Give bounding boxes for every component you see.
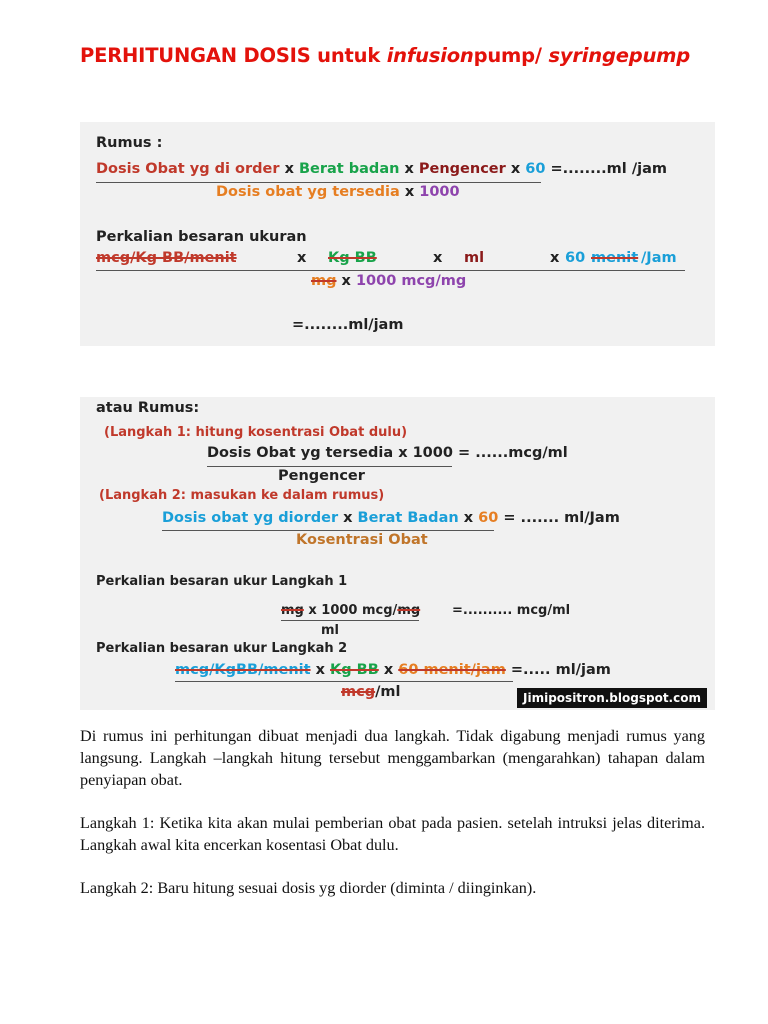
panel1-units-heading: Perkalian besaran ukuran — [96, 229, 307, 245]
paragraph-2: Langkah 1: Ketika kita akan mulai pemberian obat pada pasien. setelah intruksi jelas diterima. Langkah awal kita encerkan kosentasi Obat dulu. — [80, 814, 705, 854]
panel1-heading: Rumus : — [96, 135, 163, 151]
fraction-line — [96, 270, 685, 271]
watermark-label: Jimipositron.blogspot.com — [517, 688, 707, 708]
panel1-units-row: mcg/Kg BB/menit x Kg BB x ml x 60 menit /Jam — [96, 250, 677, 266]
fraction-line — [175, 681, 513, 682]
step2-denominator: Kosentrasi Obat — [296, 532, 428, 548]
units1-row: mg x 1000 mcg/mg — [281, 603, 421, 618]
paragraph-1: Di rumus ini perhitungan dibuat menjadi dua langkah. Tidak digabung menjadi rumus yang langsung. Langkah –langkah hitung tersebut menggambarkan (mengarahkan) tahapan dalam penyiapan obat. — [80, 727, 705, 789]
fraction-line — [281, 620, 419, 621]
panel1-result: =........ml/jam — [292, 317, 404, 333]
step2-note: (Langkah 2: masukan ke dalam rumus) — [99, 488, 385, 503]
step1-formula: Dosis Obat yg tersedia x 1000 = ......mcg/ml — [207, 445, 568, 461]
paragraph-3: Langkah 2: Baru hitung sesuai dosis yg diorder (diminta / diinginkan). — [80, 879, 537, 897]
panel1-denominator: Dosis obat yg tersedia x 1000 — [216, 184, 460, 200]
units1-result: =.......... mcg/ml — [452, 603, 571, 618]
panel1-units-denominator: mg x 1000 mcg/mg — [311, 273, 467, 289]
step1-denominator: Pengencer — [278, 468, 365, 484]
panel1-formula: Dosis Obat yg di order x Berat badan x Pengencer x 60 =........ml /jam — [96, 161, 667, 177]
units1-denominator: ml — [321, 623, 340, 638]
fraction-line — [96, 182, 541, 183]
step2-formula: Dosis obat yg diorder x Berat Badan x 60 = ....... ml/Jam — [162, 510, 620, 526]
step1-note: (Langkah 1: hitung kosentrasi Obat dulu) — [104, 425, 408, 440]
fraction-line — [162, 530, 494, 531]
units2-row: mcg/KgBB/menit x Kg BB x 60 menit/jam =..... ml/jam — [175, 662, 611, 678]
units2-denominator: mcg/ml — [341, 684, 401, 700]
fraction-line — [207, 466, 452, 467]
panel2-heading: atau Rumus: — [96, 400, 200, 416]
units2-heading: Perkalian besaran ukur Langkah 2 — [96, 641, 348, 656]
page-title: PERHITUNGAN DOSIS untuk infusionpump/ syringepump — [80, 44, 691, 67]
units1-heading: Perkalian besaran ukur Langkah 1 — [96, 574, 348, 589]
